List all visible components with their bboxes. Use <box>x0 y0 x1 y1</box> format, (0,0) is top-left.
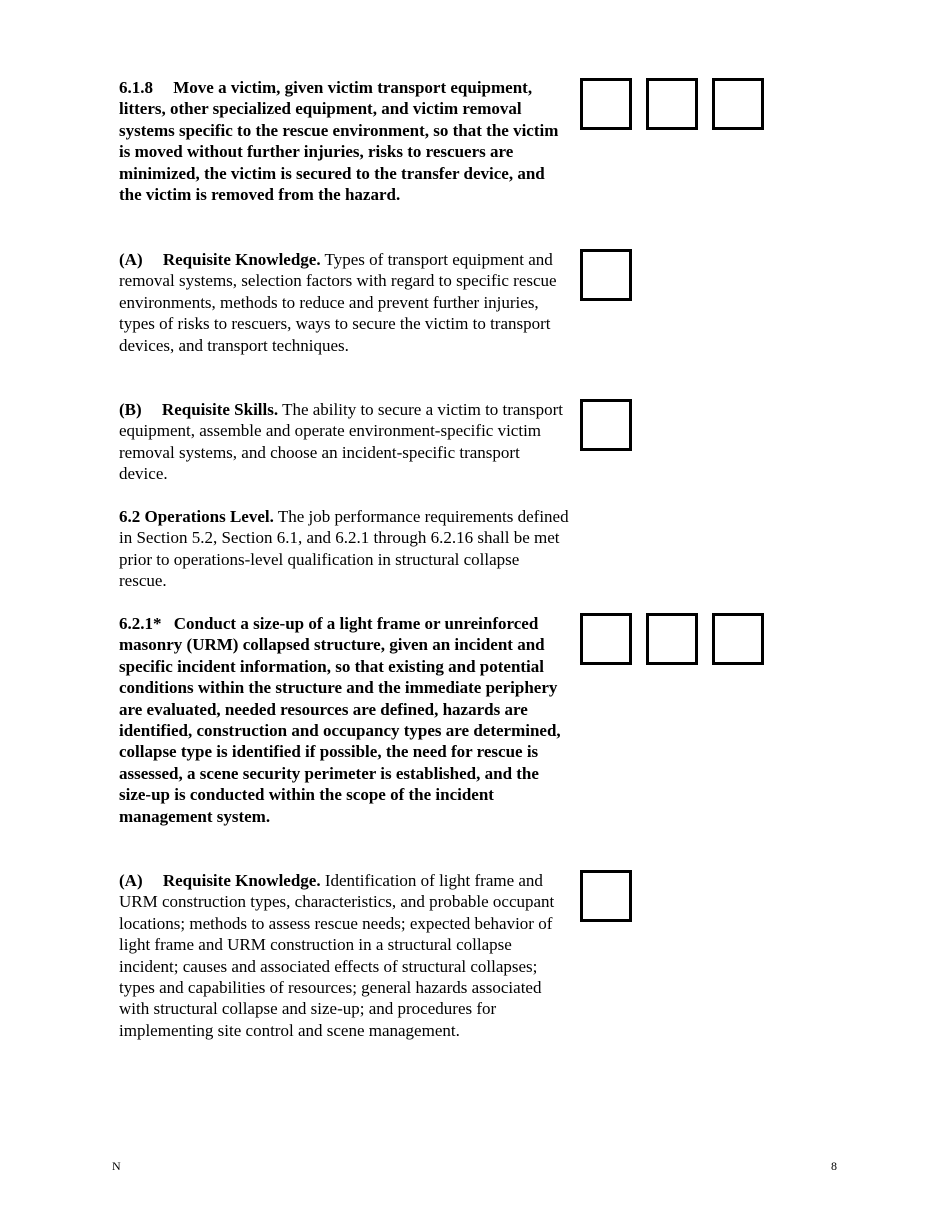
jpr-text: Conduct a size-up of a light frame or unreinforced masonry (URM) collapsed structure, given an incident and specific incident information, so that existing and potential conditions within the structure and the immediate periphery are evaluated, needed resources are defined, hazards are identified, construction and occupancy types are determined, collapse type is identified if possible, the need for rescue is assessed, a scene security perimeter is established, and the size-up is conducted within the scope of the incident management system. <box>119 614 561 826</box>
jpr-6-2-1 <box>119 613 569 827</box>
item-label: (A) <box>119 250 143 269</box>
requisite-skills-6-1-8 <box>119 399 569 485</box>
section-6-2-operations-level <box>119 506 569 592</box>
checkbox-group-6-2-1 <box>580 613 764 665</box>
checkbox-group-6-1-8-b <box>580 399 632 451</box>
item-text: The ability to secure a victim to transport equipment, assemble and operate environment-specific victim removal systems, and choose an incident-specific transport device. <box>119 400 563 484</box>
item-text: Types of transport equipment and removal systems, selection factors with regard to specific rescue environments, methods to reduce and prevent further injuries, types of risks to rescuers, ways to secure the victim to transport devices, and transport techniques. <box>119 250 557 355</box>
item-label: (A) <box>119 871 143 890</box>
checkbox-group-6-1-8 <box>580 78 764 130</box>
jpr-text: Move a victim, given victim transport equipment, litters, other specialized equipment, and victim removal systems specific to the rescue environment, so that the victim is moved without further injuries, risks to rescuers are minimized, the victim is secured to the transfer device, and the victim is removed from the hazard. <box>119 78 559 205</box>
checkbox-2[interactable] <box>646 78 698 130</box>
item-text: Identification of light frame and URM construction types, characteristics, and probable occupant locations; methods to assess rescue needs; expected behavior of light frame and URM construction in a structural collapse incident; causes and associated effects of structural collapses; types and capabilities of resources; general hazards associated with structural collapse and size-up; and procedures for implementing site control and scene management. <box>119 871 555 1040</box>
checkbox-1[interactable] <box>580 870 632 922</box>
jpr-number: 6.1.8 <box>119 78 153 97</box>
checkbox-2[interactable] <box>646 613 698 665</box>
requisite-knowledge-6-1-8 <box>119 249 569 356</box>
checkbox-3[interactable] <box>712 613 764 665</box>
checkbox-1[interactable] <box>580 613 632 665</box>
checkbox-group-6-1-8-a <box>580 249 632 301</box>
checkbox-1[interactable] <box>580 78 632 130</box>
requisite-knowledge-6-2-1 <box>119 870 569 1041</box>
item-heading: Requisite Knowledge. <box>162 250 321 269</box>
checkbox-1[interactable] <box>580 399 632 451</box>
checkbox-group-6-2-1-a <box>580 870 632 922</box>
jpr-6-1-8 <box>119 77 569 205</box>
item-label: (B) <box>119 400 142 419</box>
section-heading: 6.2 Operations Level. <box>119 507 274 526</box>
item-heading: Requisite Knowledge. <box>162 871 321 890</box>
section-text: The job performance requirements defined in Section 5.2, Section 6.1, and 6.2.1 through 6.2.16 shall be met prior to operations-level qualification in structural collapse rescue. <box>119 507 569 591</box>
footer-left-mark: N <box>112 1159 121 1173</box>
checkbox-1[interactable] <box>580 249 632 301</box>
item-heading: Requisite Skills. <box>161 400 279 419</box>
jpr-number: 6.2.1* <box>119 614 162 633</box>
checkbox-3[interactable] <box>712 78 764 130</box>
page-number: 8 <box>831 1159 837 1173</box>
